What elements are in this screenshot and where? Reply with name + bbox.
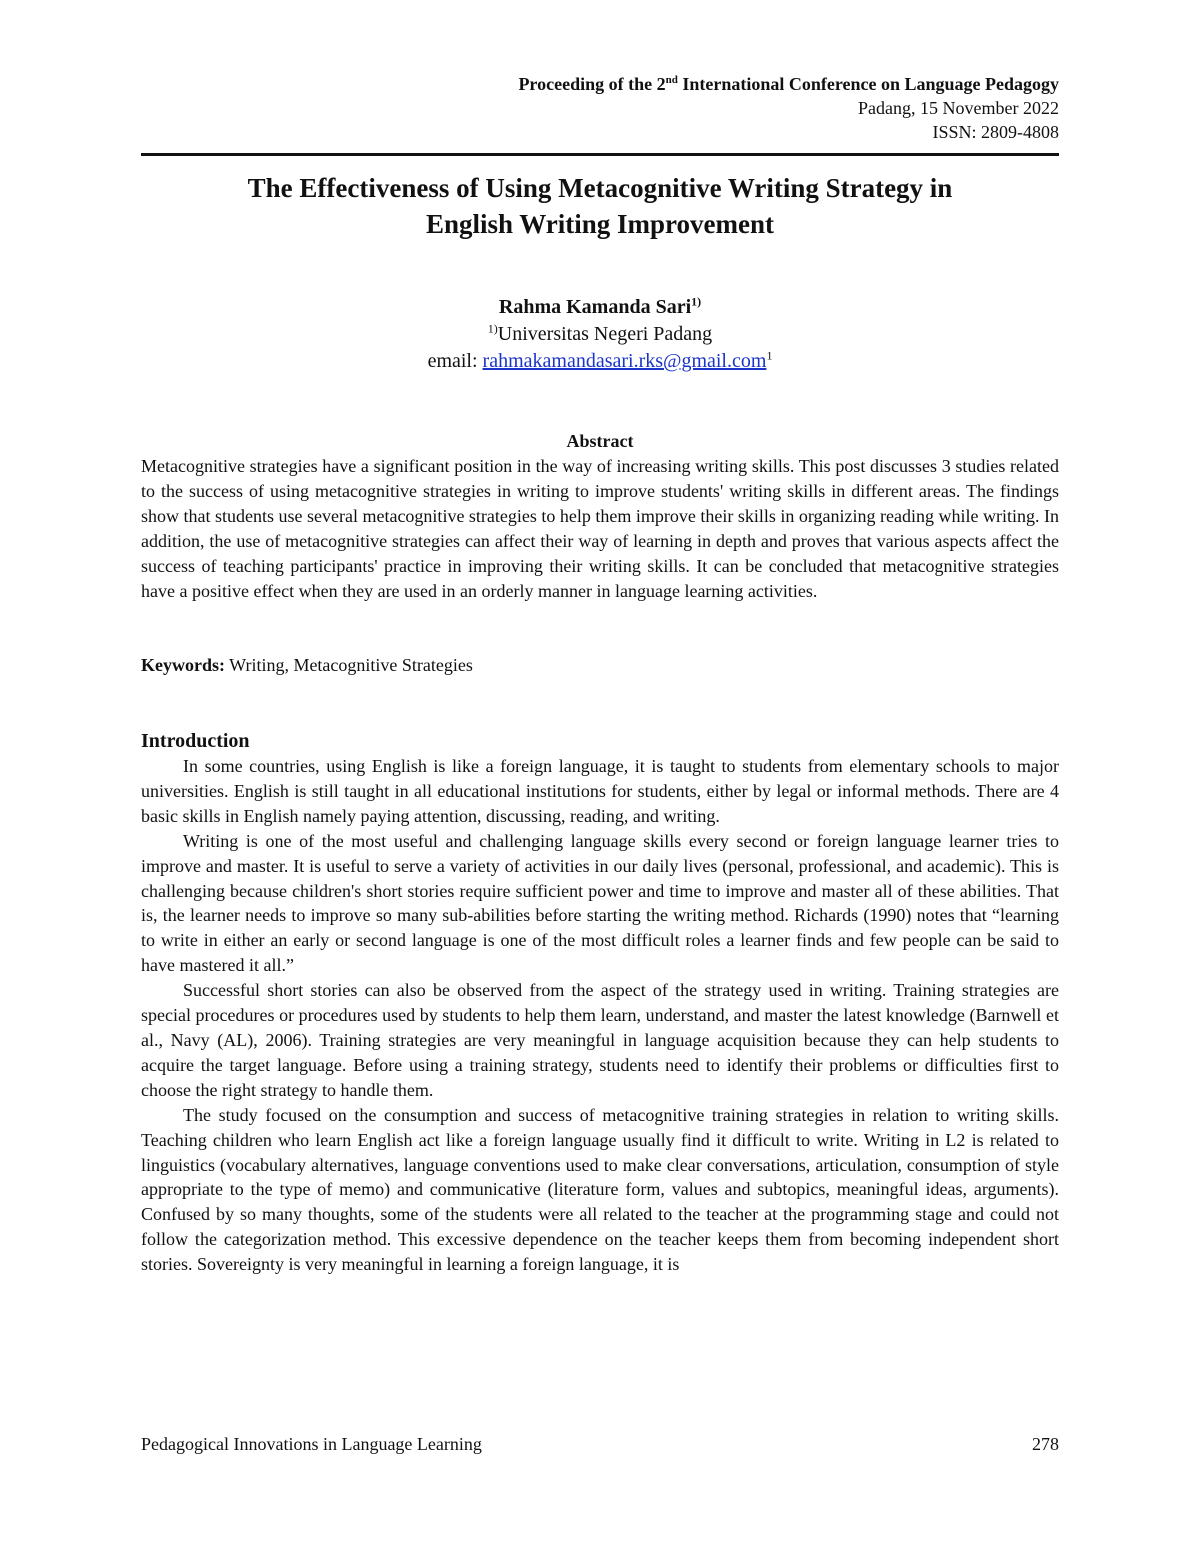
ordinal-superscript: nd bbox=[665, 74, 678, 86]
author-block bbox=[141, 294, 1059, 375]
footer-journal-name: Pedagogical Innovations in Language Learning bbox=[141, 1434, 482, 1454]
introduction-body bbox=[141, 754, 1059, 1277]
introduction-paragraph: In some countries, using English is like a foreign language, it is taught to students from elementary schools to major universities. English is still taught in all educational institutions for students, either by legal or informal methods. There are 4 basic skills in English namely paying attention, discussing, reading, and writing. bbox=[141, 756, 1059, 826]
paper-title bbox=[141, 170, 1059, 242]
author-email-line: email: rahmakamandasari.rks@gmail.com$^1$ bbox=[427, 348, 773, 372]
keywords-value: Writing, Metacognitive Strategies bbox=[225, 655, 473, 675]
author-email-link[interactable]: rahmakamandasari.rks@gmail.com bbox=[482, 350, 767, 372]
introduction-paragraph: Writing is one of the most useful and challenging language skills every second or foreign language learner tries to improve and master. It is useful to serve a variety of activities in our daily lives (personal, professional, and academic). This is challenging because children's short stories require sufficient power and time to improve and master all of these abilities. That is, the learner needs to improve so many sub-abilities before starting the writing method. Richards (1990) notes that “learning to write in either an early or second language is one of the most difficult roles a learner finds and few people can be said to have mastered it all.” bbox=[141, 830, 1059, 976]
footer-page-number: 278 bbox=[1032, 1434, 1059, 1454]
author-affiliation: $^{1)}$Universitas Negeri Padang bbox=[487, 321, 713, 345]
introduction-paragraph: The study focused on the consumption and success of metacognitive training strategies in relation to writing skills. Teaching children who learn English act like a foreign language usually find it difficult to write. Writing in L2 is related to linguistics (vocabulary alternatives, language conventions used to make clear conversations, articulation, consumption of style appropriate to the type of memo) and communicative (literature form, values and subtopics, meaningful ideas, arguments). Confused by so many thoughts, some of the students were all related to the teacher at the programming stage and could not follow the categorization method. This excessive dependence on the teacher keeps them from becoming independent short stories. Sovereignty is very meaningful in learning a foreign language, it is bbox=[141, 1104, 1059, 1275]
conference-name: Proceeding of the 2nd International Conference on Language Pedagogy bbox=[518, 74, 1059, 94]
running-header bbox=[142, 72, 1059, 144]
introduction-paragraph: Successful short stories can also be observed from the aspect of the strategy used in writing. Training strategies are special procedures or procedures used by students to help them learn, understand, and master the latest knowledge (Barnwell et al., Navy (AL), 2006). Training strategies are very meaningful in language acquisition because they can help students to acquire the target language. Before using a training strategy, students need to identify their problems or difficulties first to choose the right strategy to handle them. bbox=[141, 980, 1059, 1100]
keywords-label: Keywords: bbox=[141, 655, 225, 675]
abstract-heading: Abstract bbox=[566, 431, 634, 451]
issn: ISSN: 2809-4808 bbox=[932, 122, 1059, 142]
introduction-heading: Introduction bbox=[141, 730, 250, 752]
paper-title-line-1: The Effectiveness of Using Metacognitive Writing Strategy in bbox=[247, 173, 953, 203]
abstract-text: Metacognitive strategies have a significant position in the way of increasing writing skills. This post discusses 3 studies related to the success of using metacognitive strategies in writing to improve students' writing skills in different areas. The findings show that students use several metacognitive strategies to help them improve their skills in organizing reading while writing. In addition, the use of metacognitive strategies can affect their way of learning in depth and proves that various aspects affect the success of teaching participants' practice in improving their writing skills. It can be concluded that metacognitive strategies have a positive effect when they are used in an orderly manner in language learning activities. bbox=[141, 456, 1059, 601]
header-divider bbox=[141, 153, 1059, 156]
paper-title-line-2: English Writing Improvement bbox=[425, 209, 775, 239]
author-name: Rahma Kamanda Sari$^{1)}$ bbox=[498, 294, 702, 318]
keywords-line bbox=[141, 653, 1059, 678]
conference-location-date: Padang, 15 November 2022 bbox=[858, 98, 1059, 118]
